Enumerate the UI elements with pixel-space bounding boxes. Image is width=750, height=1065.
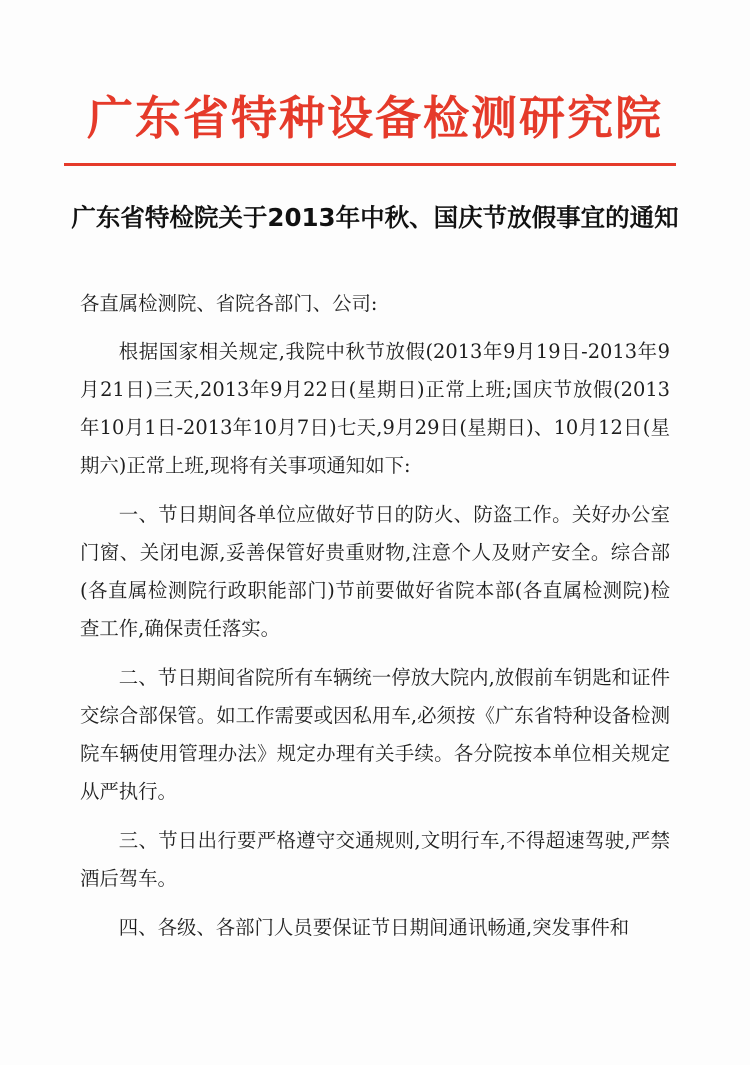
notice-body [80, 285, 670, 958]
paragraph-item-1: 一、节日期间各单位应做好节日的防火、防盗工作。关好办公室门窗、关闭电源,妥善保管好贵重财物,注意个人及财产安全。综合部(各直属检测院行政职能部门)节前要做好省院本部(各直属检测院)检查工作,确保责任落实。 [80, 503, 670, 640]
salutation: 各直属检测院、省院各部门、公司: [80, 292, 378, 315]
letterhead-org-name: 广东省特种设备检测研究院 [87, 91, 663, 145]
letterhead-red-rule [64, 163, 676, 166]
paragraph-item-3: 三、节日出行要严格遵守交通规则,文明行车,不得超速驾驶,严禁酒后驾车。 [80, 829, 670, 890]
paragraph-item-4: 四、各级、各部门人员要保证节日期间通讯畅通,突发事件和 [118, 916, 630, 939]
paragraph-intro: 根据国家相关规定,我院中秋节放假(2013年9月19日-2013年9月21日)三天,2013年9月22日(星期日)正常上班;国庆节放假(2013年10月1日-2013年10月7日)七天,9月29日(星期日)、10月12日(星期六)正常上班,现将有关事项通知如下: [80, 340, 670, 477]
paragraph-item-2: 二、节日期间省院所有车辆统一停放大院内,放假前车钥匙和证件交综合部保管。如工作需要或因私用车,必须按《广东省特种设备检测院车辆使用管理办法》规定办理有关手续。各分院按本单位相关规定从严执行。 [80, 666, 670, 803]
notice-title: 广东省特检院关于2013年中秋、国庆节放假事宜的通知 [71, 203, 679, 232]
